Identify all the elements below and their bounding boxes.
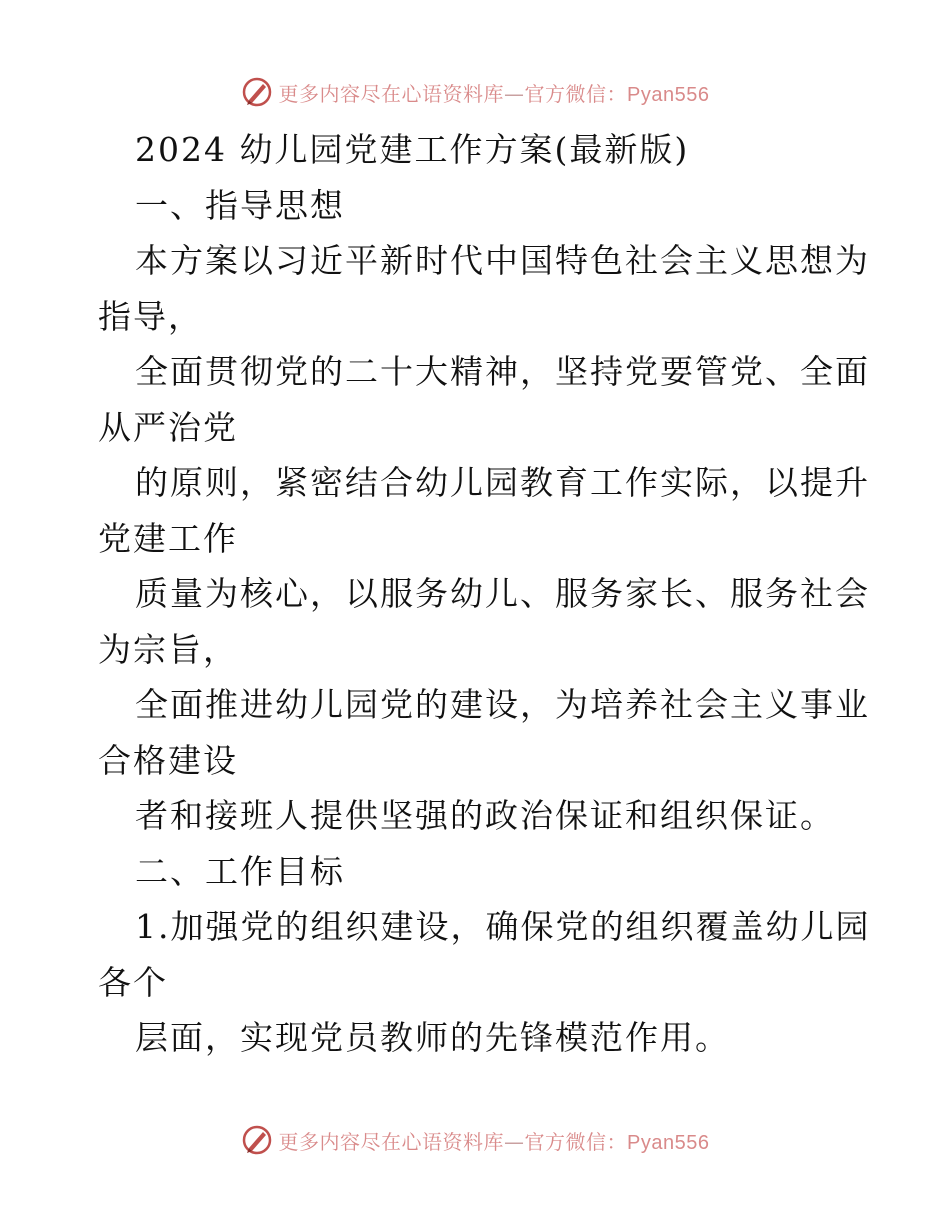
- document-title: 2024 幼儿园党建工作方案(最新版): [135, 130, 690, 169]
- footer-banner-text: [279, 1126, 710, 1155]
- banner-official-label: 官方微信：: [524, 81, 628, 106]
- banner-site-name: 更多内容尽在心语资料库: [278, 1129, 505, 1154]
- header-banner: [0, 72, 950, 112]
- banner-wechat-id: Pyan556: [627, 1131, 710, 1154]
- paragraph-line: 合格建设: [98, 740, 238, 780]
- banner-site-name: 更多内容尽在心语资料库: [278, 81, 505, 106]
- paragraph-line: 党建工作: [98, 518, 238, 558]
- paragraph-line: 的原则，紧密结合幼儿园教育工作实际，以提升: [135, 463, 870, 502]
- paragraph-line: 从严治党: [98, 407, 238, 447]
- pen-logo-icon: [241, 1124, 273, 1156]
- goal-line: 1.加强党的组织建设，确保党的组织覆盖幼儿园: [135, 907, 871, 946]
- banner-official-label: 官方微信：: [524, 1129, 628, 1154]
- header-banner-text: [279, 78, 710, 107]
- footer-banner: [0, 1120, 950, 1160]
- paragraph-line: 者和接班人提供坚强的政治保证和组织保证。: [135, 796, 835, 835]
- banner-wechat-id: Pyan556: [627, 83, 710, 106]
- paragraph-line: 为宗旨，: [98, 629, 238, 669]
- paragraph-line: 全面贯彻党的二十大精神，坚持党要管党、全面: [135, 352, 870, 391]
- banner-separator: —: [504, 81, 525, 106]
- banner-separator: —: [504, 1129, 525, 1154]
- pen-logo-icon: [241, 76, 273, 108]
- document-body: [98, 122, 871, 1066]
- section1-heading: 一、指导思想: [135, 185, 345, 225]
- paragraph-line: 全面推进幼儿园党的建设，为培养社会主义事业: [135, 685, 870, 724]
- section2-heading: 二、工作目标: [135, 851, 345, 891]
- goal-line: 各个: [98, 962, 168, 1002]
- goal-line: 层面，实现党员教师的先锋模范作用。: [135, 1018, 730, 1057]
- paragraph-line: 指导，: [98, 296, 203, 336]
- paragraph-line: 质量为核心，以服务幼儿、服务家长、服务社会: [135, 574, 870, 613]
- paragraph-line: 本方案以习近平新时代中国特色社会主义思想为: [135, 241, 870, 280]
